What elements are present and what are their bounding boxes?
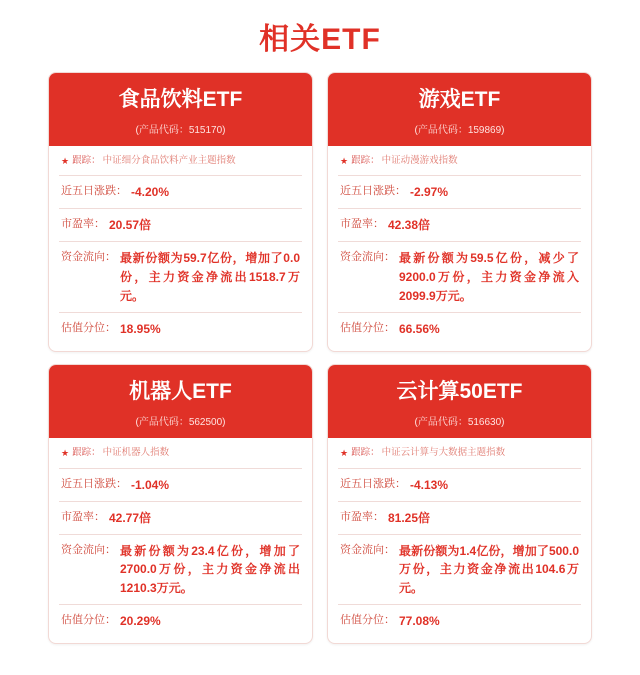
etf-valuation-row	[338, 605, 581, 637]
etf-change5d-row	[338, 176, 581, 209]
etf-pe-value: 81.25倍	[388, 510, 431, 525]
etf-valuation-label: 估值分位：	[61, 322, 116, 335]
etf-track-row	[59, 438, 302, 468]
etf-change5d-row	[59, 176, 302, 209]
etf-product-code: (产品代码：515170)	[135, 125, 226, 137]
etf-pe-label: 市盈率：	[340, 510, 384, 523]
etf-flow-row	[338, 242, 581, 313]
etf-track-label: 跟踪：	[72, 447, 101, 459]
etf-card-grid	[0, 72, 640, 644]
etf-card-header	[49, 365, 312, 438]
etf-flow-label: 资金流向：	[340, 251, 395, 264]
etf-pe-value: 42.77倍	[109, 510, 152, 525]
etf-change5d-label: 近五日涨跌：	[340, 185, 406, 198]
etf-track-value: 中证云计算与大数据主题指数	[381, 447, 506, 459]
etf-change5d-label: 近五日涨跌：	[340, 477, 406, 490]
etf-change5d-value: -4.20%	[131, 185, 170, 200]
etf-change5d-label: 近五日涨跌：	[61, 477, 127, 490]
etf-track-label: 跟踪：	[351, 155, 380, 167]
etf-product-code: (产品代码：159869)	[414, 125, 505, 137]
etf-track-value: 中证机器人指数	[102, 447, 170, 459]
etf-name: 游戏ETF	[418, 88, 501, 111]
etf-change5d-value: -1.04%	[131, 477, 170, 492]
etf-change5d-row	[59, 469, 302, 502]
etf-valuation-row	[59, 313, 302, 345]
etf-valuation-label: 估值分位：	[340, 322, 395, 335]
etf-valuation-value: 20.29%	[120, 614, 161, 629]
star-icon: ★	[340, 156, 349, 167]
etf-flow-label: 资金流向：	[340, 543, 395, 556]
etf-flow-label: 资金流向：	[61, 543, 116, 556]
etf-card[interactable]	[48, 72, 313, 352]
etf-flow-row	[59, 242, 302, 313]
etf-valuation-value: 77.08%	[399, 614, 440, 629]
etf-name: 食品饮料ETF	[118, 88, 243, 111]
etf-valuation-value: 66.56%	[399, 322, 440, 337]
etf-pe-label: 市盈率：	[61, 510, 105, 523]
etf-change5d-value: -2.97%	[410, 185, 449, 200]
etf-product-code: (产品代码：562500)	[135, 417, 226, 429]
page-title: 相关ETF	[259, 23, 381, 56]
etf-change5d-row	[338, 469, 581, 502]
etf-valuation-label: 估值分位：	[61, 614, 116, 627]
etf-flow-label: 资金流向：	[61, 251, 116, 264]
etf-track-label: 跟踪：	[351, 447, 380, 459]
etf-product-code: (产品代码：516630)	[414, 417, 505, 429]
etf-change5d-label: 近五日涨跌：	[61, 185, 127, 198]
etf-change5d-value: -4.13%	[410, 477, 449, 492]
etf-flow-row	[59, 535, 302, 606]
star-icon: ★	[61, 156, 70, 167]
etf-flow-value: 最新份额为1.4亿份，增加了500.0万份，主力资金净流出104.6万元。	[399, 543, 579, 595]
etf-pe-row	[59, 209, 302, 242]
etf-flow-row	[338, 535, 581, 606]
etf-flow-value: 最新份额为23.4亿份，增加了2700.0万份，主力资金净流出1210.3万元。	[120, 543, 300, 595]
etf-track-value: 中证动漫游戏指数	[381, 155, 458, 167]
etf-flow-value: 最新份额为59.7亿份，增加了0.0份，主力资金净流出1518.7万元。	[120, 251, 300, 303]
etf-flow-value: 最新份额为59.5亿份，减少了9200.0万份，主力资金净流入2099.9万元。	[399, 251, 579, 303]
etf-valuation-value: 18.95%	[120, 322, 161, 337]
etf-pe-label: 市盈率：	[61, 218, 105, 231]
etf-card-body	[328, 438, 591, 643]
etf-card-body	[49, 146, 312, 351]
etf-pe-label: 市盈率：	[340, 218, 384, 231]
etf-pe-row	[338, 502, 581, 535]
etf-card-header	[328, 73, 591, 146]
etf-pe-row	[338, 209, 581, 242]
etf-card[interactable]	[327, 364, 592, 644]
etf-track-row	[338, 438, 581, 468]
etf-valuation-row	[59, 605, 302, 637]
etf-track-label: 跟踪：	[72, 155, 101, 167]
etf-card[interactable]	[327, 72, 592, 352]
etf-track-value: 中证细分食品饮料产业主题指数	[102, 155, 236, 167]
etf-card-header	[328, 365, 591, 438]
etf-name: 云计算50ETF	[396, 380, 523, 404]
etf-track-row	[59, 146, 302, 176]
etf-card-header	[49, 73, 312, 146]
star-icon: ★	[340, 448, 349, 459]
etf-pe-value: 20.57倍	[109, 218, 152, 233]
etf-pe-value: 42.38倍	[388, 218, 431, 233]
star-icon: ★	[61, 448, 70, 459]
etf-track-row	[338, 146, 581, 176]
etf-card-body	[328, 146, 591, 351]
etf-card[interactable]	[48, 364, 313, 644]
etf-valuation-label: 估值分位：	[340, 614, 395, 627]
etf-pe-row	[59, 502, 302, 535]
etf-name: 机器人ETF	[129, 380, 232, 404]
etf-card-body	[49, 438, 312, 643]
etf-valuation-row	[338, 313, 581, 345]
